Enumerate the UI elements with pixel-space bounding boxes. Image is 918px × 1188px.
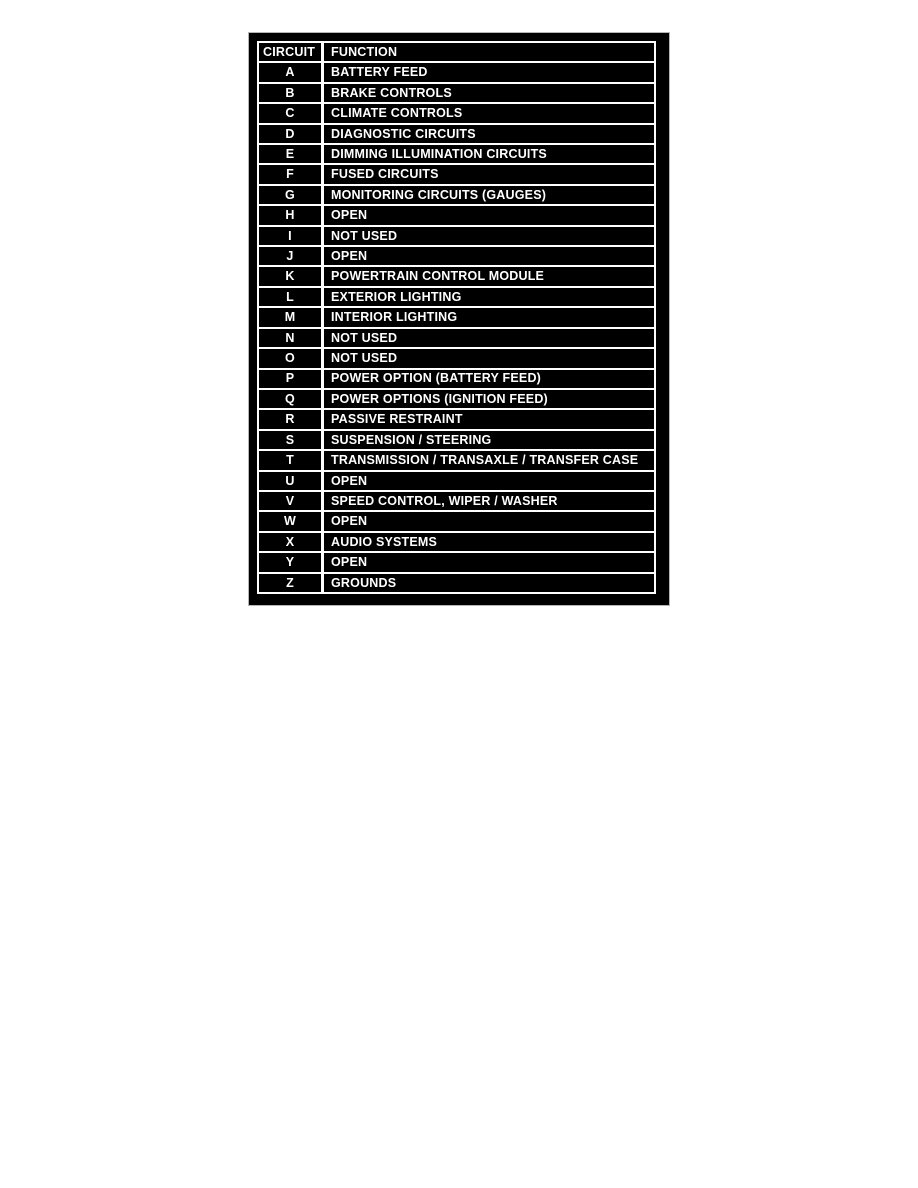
function-cell: OPEN — [324, 206, 654, 224]
function-cell: CLIMATE CONTROLS — [324, 104, 654, 122]
function-cell: BRAKE CONTROLS — [324, 84, 654, 102]
circuit-code-cell: D — [259, 125, 321, 143]
function-cell: FUSED CIRCUITS — [324, 165, 654, 183]
function-cell: GROUNDS — [324, 574, 654, 592]
circuit-code-cell: B — [259, 84, 321, 102]
circuit-code-cell: N — [259, 329, 321, 347]
circuit-code-cell: C — [259, 104, 321, 122]
circuit-code-cell: Z — [259, 574, 321, 592]
circuit-code-cell: R — [259, 410, 321, 428]
circuit-code-cell: H — [259, 206, 321, 224]
function-cell: NOT USED — [324, 227, 654, 245]
circuit-code-cell: G — [259, 186, 321, 204]
circuit-code-cell: U — [259, 472, 321, 490]
function-cell: NOT USED — [324, 329, 654, 347]
function-cell: POWERTRAIN CONTROL MODULE — [324, 267, 654, 285]
function-cell: SPEED CONTROL, WIPER / WASHER — [324, 492, 654, 510]
circuit-code-cell: X — [259, 533, 321, 551]
circuit-code-cell: S — [259, 431, 321, 449]
function-cell: DIMMING ILLUMINATION CIRCUITS — [324, 145, 654, 163]
circuit-function-legend-table — [249, 33, 669, 605]
circuit-code-cell: M — [259, 308, 321, 326]
function-cell: DIAGNOSTIC CIRCUITS — [324, 125, 654, 143]
circuit-code-cell: O — [259, 349, 321, 367]
function-cell: OPEN — [324, 553, 654, 571]
circuit-code-cell: Q — [259, 390, 321, 408]
circuit-code-cell: F — [259, 165, 321, 183]
circuit-code-cell: T — [259, 451, 321, 469]
function-cell: INTERIOR LIGHTING — [324, 308, 654, 326]
function-cell: NOT USED — [324, 349, 654, 367]
table-grid — [257, 41, 656, 594]
function-cell: EXTERIOR LIGHTING — [324, 288, 654, 306]
function-cell: TRANSMISSION / TRANSAXLE / TRANSFER CASE — [324, 451, 654, 469]
function-cell: POWER OPTIONS (IGNITION FEED) — [324, 390, 654, 408]
column-header-circuit: CIRCUIT — [259, 43, 321, 61]
function-cell: OPEN — [324, 247, 654, 265]
circuit-code-cell: L — [259, 288, 321, 306]
function-cell: AUDIO SYSTEMS — [324, 533, 654, 551]
circuit-code-cell: I — [259, 227, 321, 245]
circuit-code-cell: J — [259, 247, 321, 265]
circuit-code-cell: V — [259, 492, 321, 510]
function-cell: OPEN — [324, 472, 654, 490]
function-cell: POWER OPTION (BATTERY FEED) — [324, 370, 654, 388]
circuit-code-cell: K — [259, 267, 321, 285]
function-cell: BATTERY FEED — [324, 63, 654, 81]
circuit-code-cell: E — [259, 145, 321, 163]
circuit-code-cell: W — [259, 512, 321, 530]
function-cell: MONITORING CIRCUITS (GAUGES) — [324, 186, 654, 204]
circuit-code-cell: Y — [259, 553, 321, 571]
function-cell: PASSIVE RESTRAINT — [324, 410, 654, 428]
function-cell: SUSPENSION / STEERING — [324, 431, 654, 449]
circuit-code-cell: A — [259, 63, 321, 81]
function-cell: OPEN — [324, 512, 654, 530]
circuit-code-cell: P — [259, 370, 321, 388]
column-header-function: FUNCTION — [324, 43, 654, 61]
